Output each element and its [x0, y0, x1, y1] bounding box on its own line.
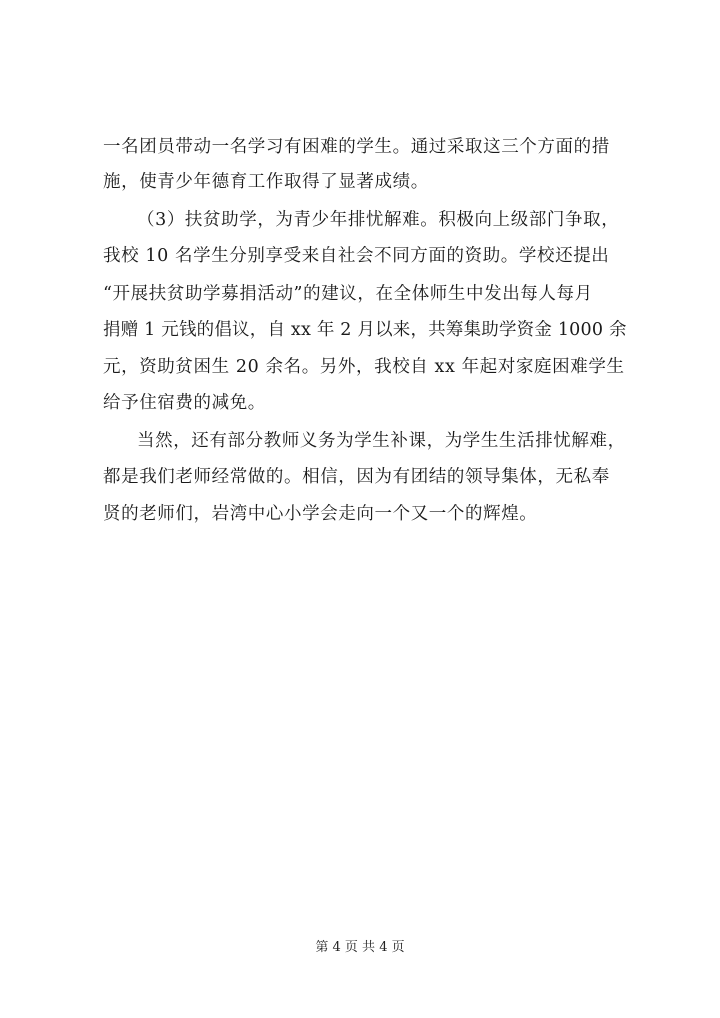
paragraph-line: 施，使青少年德育工作取得了显著成绩。 — [103, 172, 429, 192]
paragraph-line: 贤的老师们，岩湾中心小学会走向一个又一个的辉煌。 — [103, 504, 538, 524]
paragraph-line: （3）扶贫助学，为青少年排忧解难。积极向上级部门争取， — [137, 210, 620, 230]
paragraph-line: 一名团员带动一名学习有困难的学生。通过采取这三个方面的措 — [103, 137, 610, 157]
paragraph-line: “开展扶贫助学募捐活动”的建议，在全体师生中发出每人每月 — [103, 284, 593, 304]
paragraph-line: 给予住宿费的减免。 — [103, 393, 266, 413]
paragraph-line: 捐赠 1 元钱的倡议，自 xx 年 2 月以来，共筹集助学资金 1000 余 — [103, 320, 627, 340]
page-number-footer: 第 4 页 共 4 页 — [315, 940, 405, 955]
paragraph-line: 元，资助贫困生 20 余名。另外，我校自 xx 年起对家庭困难学生 — [103, 357, 625, 377]
paragraph-line: 都是我们老师经常做的。相信，因为有团结的领导集体，无私奉 — [103, 467, 610, 487]
paragraph-line: 我校 10 名学生分别享受来自社会不同方面的资助。学校还提出 — [103, 246, 610, 266]
paragraph-line: 当然，还有部分教师义务为学生补课，为学生生活排忧解难， — [137, 431, 626, 451]
